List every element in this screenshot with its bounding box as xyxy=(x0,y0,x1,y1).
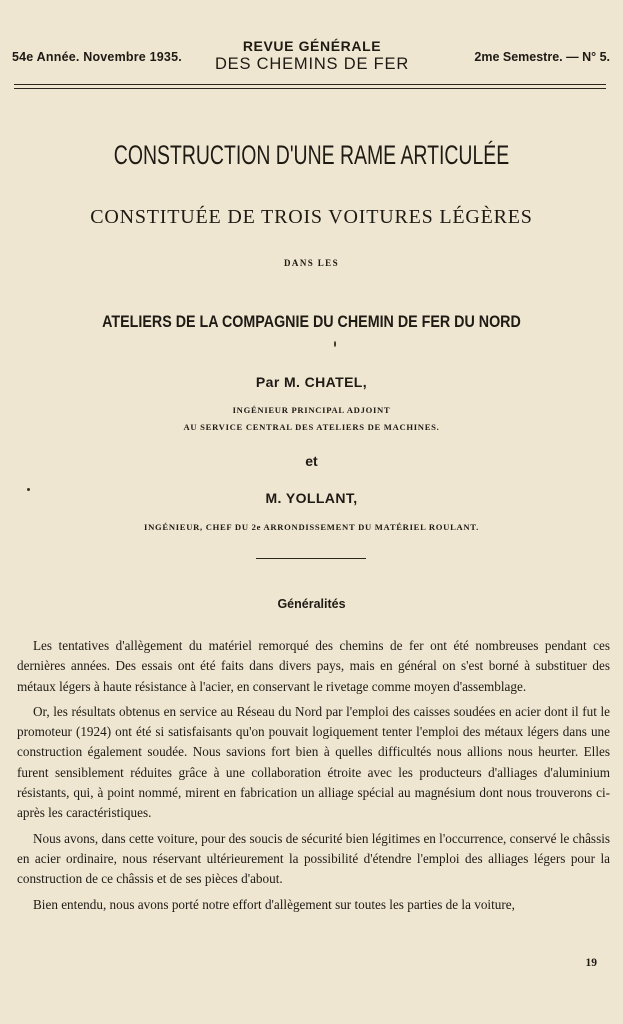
article-subtitle: CONSTITUÉE DE TROIS VOITURES LÉGÈRES xyxy=(90,206,533,228)
page-number: 19 xyxy=(585,957,597,969)
paper-speck xyxy=(27,488,30,491)
author-chatel-affiliation-line1: INGÉNIEUR PRINCIPAL ADJOINT xyxy=(232,405,391,415)
body-paragraph: Bien entendu, nous avons porté notre effort d'allègement sur toutes les parties de la voiture, xyxy=(33,896,515,912)
article-title: CONSTRUCTION D'UNE RAME ARTICULÉE xyxy=(113,140,510,170)
section-divider xyxy=(256,558,366,559)
running-header xyxy=(12,38,610,84)
author-chatel-affiliation-line2: AU SERVICE CENTRAL DES ATELIERS DE MACHINES. xyxy=(183,422,440,432)
author-conjunction: et xyxy=(305,453,318,469)
paper-speck xyxy=(334,341,336,347)
article-body xyxy=(17,636,610,920)
journal-title xyxy=(202,38,422,74)
header-rule xyxy=(14,84,606,85)
author-yollant-affiliation: INGÉNIEUR, CHEF DU 2e ARRONDISSEMENT DU MATÉRIEL ROULANT. xyxy=(144,522,479,532)
journal-title-line1: REVUE GÉNÉRALE xyxy=(242,38,382,54)
body-paragraph: Les tentatives d'allègement du matériel remorqué des chemins de fer ont été nombreuses pendant ces dernières années. Des essais ont été faits dans divers pays, mais en général on s'est borné à substituer des métaux légers à haute résistance à l'acier, en conservant le rivetage comme moyen d'assemblage. xyxy=(17,638,610,694)
header-semester-number: 2me Semestre. — N° 5. xyxy=(474,50,610,64)
article-title-connector: DANS LES xyxy=(284,258,339,268)
body-paragraph: Nous avons, dans cette voiture, pour des soucis de sécurité bien légitimes en l'occurrence, conservé le châssis en acier ordinaire, nous réservant ultérieurement la possibilité d'étendre l'emploi des alliages légers pour la construction de ce châssis et de ses pièces d'about. xyxy=(17,830,610,887)
header-rule-thin xyxy=(14,88,606,89)
author-chatel: Par M. CHATEL, xyxy=(255,374,368,390)
header-issue-date: 54e Année. Novembre 1935. xyxy=(12,50,182,64)
author-yollant: M. YOLLANT, xyxy=(265,490,358,506)
section-heading: Généralités xyxy=(277,597,346,611)
body-paragraph: Or, les résultats obtenus en service au Réseau du Nord par l'emploi des caisses soudées en acier dont il fut le promoteur (1924) ont été si satisfaisants qu'on pouvait logiquement tenter l'emploi des métaux légers dans une construction également soudée. Nous savions fort bien à quelles difficultés nous allions nous heurter. Elles furent sensiblement réduites grâce à une collaboration étroite avec les producteurs d'alliages d'aluminium résistants, qui, à point nommé, mirent en fabrication un alliage spécial au magnésium dont nous trouverons ci-après les caractéristiques. xyxy=(17,703,610,821)
journal-title-line2: DES CHEMINS DE FER xyxy=(214,55,410,73)
article-title-workshops: ATELIERS DE LA COMPAGNIE DU CHEMIN DE FER DU NORD xyxy=(102,312,521,331)
